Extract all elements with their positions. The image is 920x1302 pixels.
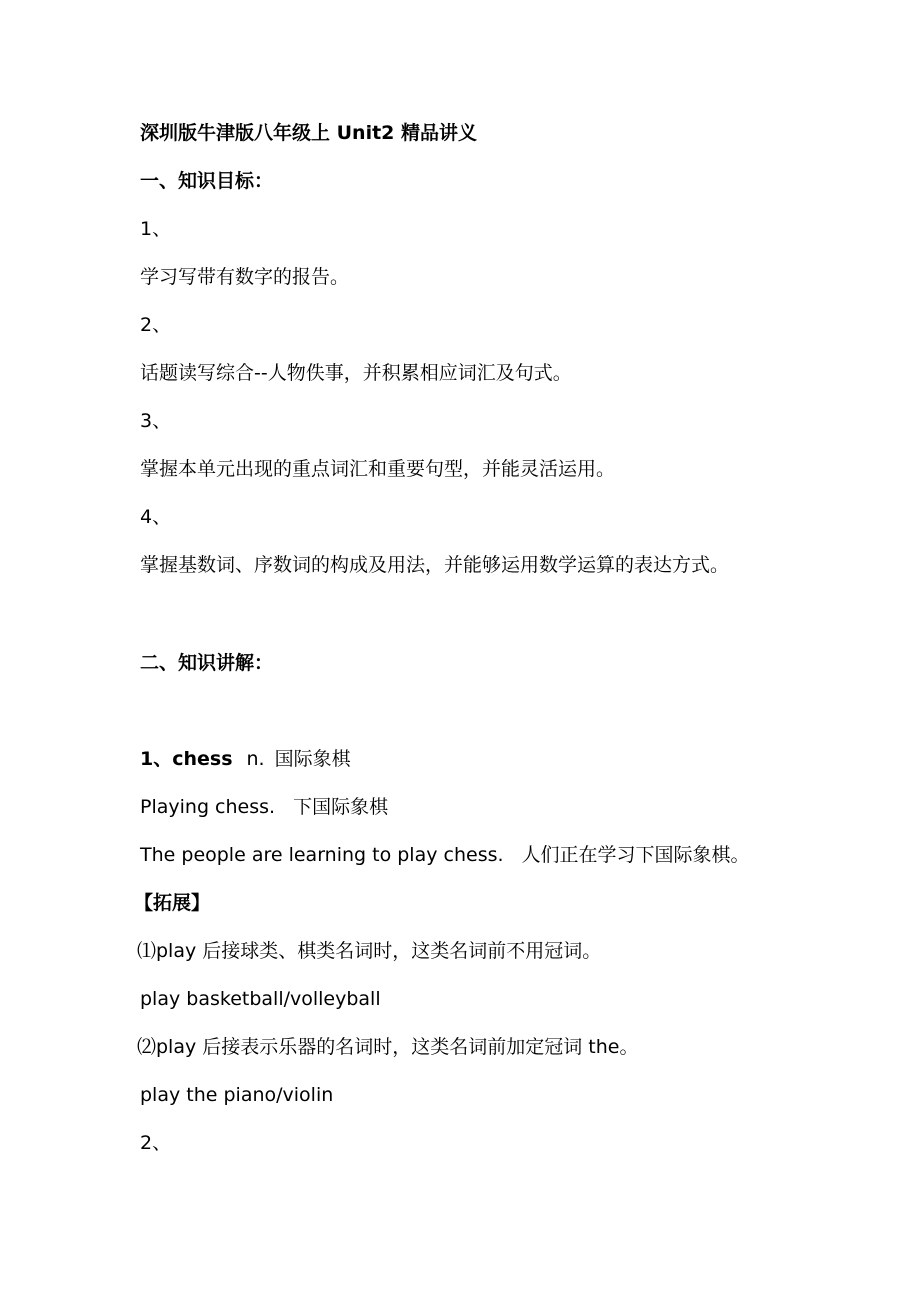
extension-label: 【拓展】 [134,892,211,914]
example-chinese: 下国际象棋 [293,796,389,818]
extension-example-1: play basketball/volleyball [140,988,381,1010]
document-title: 深圳版牛津版八年级上 Unit2 精品讲义 [140,122,478,144]
example-english: The people are learning to play chess. [140,844,504,866]
vocab-entry-number-2: 2、 [140,1132,172,1154]
example-sentence-1 [140,794,388,820]
part-of-speech: n. [246,748,265,770]
section-heading-explanation: 二、知识讲解： [140,652,274,674]
objective-number-4: 4、 [140,506,172,528]
example-sentence-2 [140,842,750,868]
vocab-word: 1、chess [140,748,233,770]
objective-number-1: 1、 [140,218,172,240]
section-heading-objectives: 一、知识目标： [140,170,274,192]
extension-example-2: play the piano/violin [140,1084,334,1106]
vocab-entry-chess [140,746,351,772]
example-english: Playing chess. [140,796,276,818]
objective-text-2: 话题读写综合--人物佚事，并积累相应词汇及句式。 [140,362,572,384]
objective-text-4: 掌握基数词、序数词的构成及用法，并能够运用数学运算的表达方式。 [140,554,730,576]
objective-text-3: 掌握本单元出现的重点词汇和重要句型，并能灵活运用。 [140,458,616,480]
word-meaning: 国际象棋 [274,748,351,770]
objective-number-3: 3、 [140,410,172,432]
objective-text-1: 学习写带有数字的报告。 [140,266,350,288]
example-chinese: 人们正在学习下国际象棋。 [521,844,750,866]
objective-number-2: 2、 [140,314,172,336]
extension-note-2: ⑵play 后接表示乐器的名词时，这类名词前加定冠词 the。 [137,1036,639,1058]
extension-note-1: ⑴play 后接球类、棋类名词时，这类名词前不用冠词。 [137,940,602,962]
